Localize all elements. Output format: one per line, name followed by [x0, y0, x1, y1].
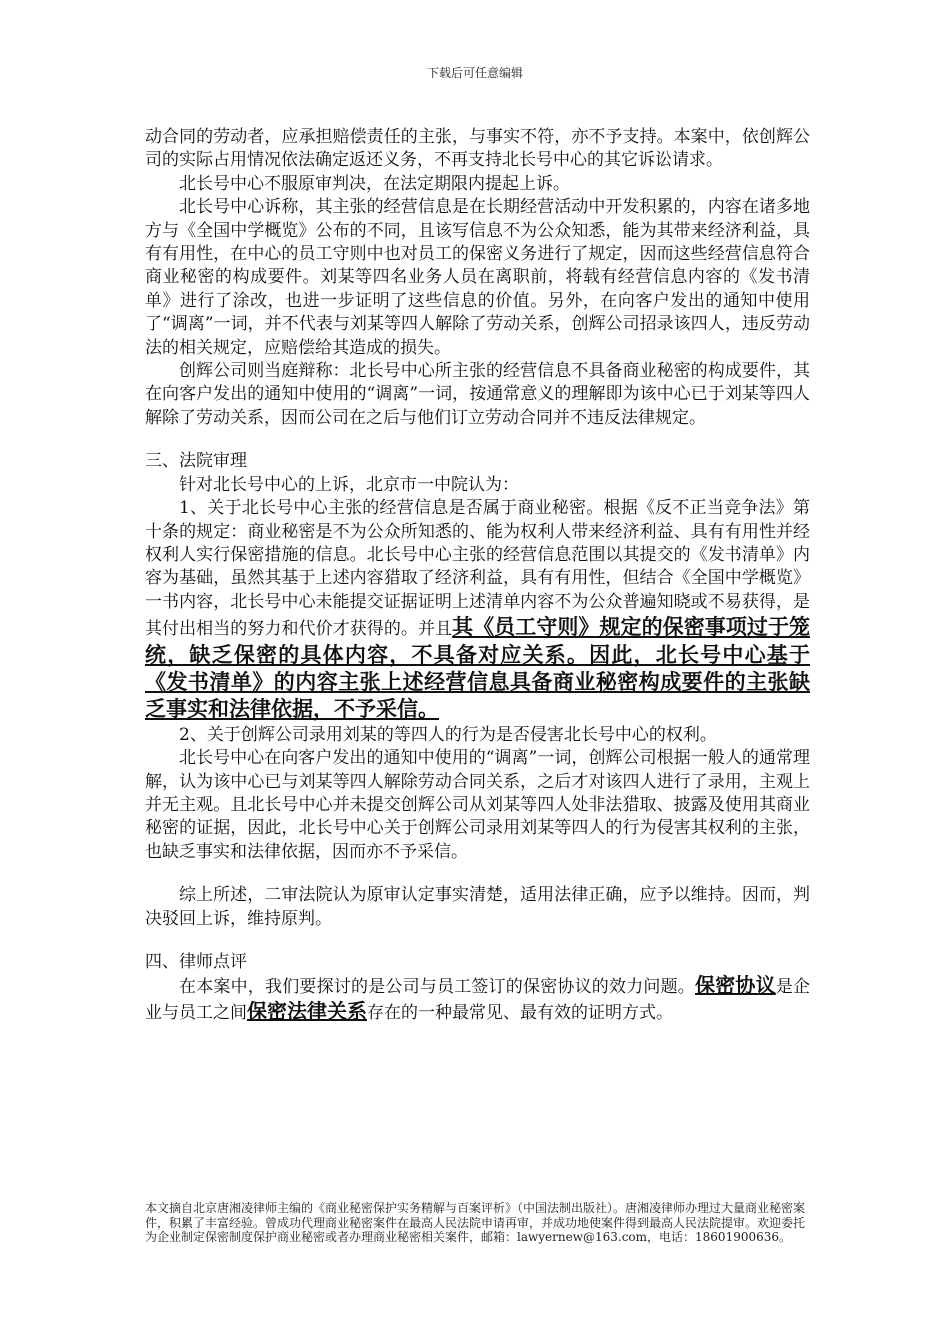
paragraph: 北长号中心在向客户发出的通知中使用的“调离”一词，创辉公司根据一般人的通常理解，认为该中心已与刘某等四人解除劳动合同关系，之后才对该四人进行了录用，主观上并无主观。且北长号中心并未提交创辉公司从刘某等四人处非法猎取、披露及使用其商业秘密的证据，因此，北长号中心关于创辉公司录用刘某等四人的行为侵害其权利的主张，也缺乏事实和法律依据，因而亦不予采信。 — [145, 748, 810, 862]
emphasized-text: 保密法律关系 — [247, 998, 367, 1023]
paragraph: 北长号中心诉称，其主张的经营信息是在长期经营活动中开发积累的，内容在诸多地方与《全国中学概览》公布的不同，且该写信息不为公众知悉，能为其带来经济利益，具有有用性，在中心的员工守则中也对员工的保密义务进行了规定，因而这些经营信息符合商业秘密的构成要件。刘某等四名业务人员在离职前，将载有经营信息内容的《发书清单》进行了涂改，也进一步证明了这些信息的价值。另外，在向客户发出的通知中使用了“调离”一词，并不代表与刘某等四人解除了劳动关系，创辉公司招录该四人，违反劳动法的相关规定，应赔偿给其造成的损失。 — [145, 197, 810, 358]
paragraph: 综上所述，二审法院认为原审认定事实清楚，适用法律正确，应予以维持。因而，判决驳回上诉，维持原判。 — [145, 885, 810, 929]
section-heading: 四、律师点评 — [145, 952, 247, 972]
paragraph: 2、关于创辉公司录用刘某的等四人的行为是否侵害北长号中心的权利。 — [179, 724, 717, 745]
spacer — [145, 864, 810, 884]
paragraph-text: 1、关于北长号中心主张的经营信息是否属于商业秘密。根据《反不正当竞争法》第十条的规定：商业秘密是不为公众所知悉的、能为权利人带来经济利益、具有有用性并经权利人实行保密措施的信息。北长号中心主张的经营信息范围以其提交的《发书清单》内容为基础，虽然其基于上述内容猎取了经济利益，具有有用性，但结合《全国中学概览》一书内容，北长号中心未能提交证据证明上述清单内容不为公众普遍知晓或不易获得，是其付出相当的努力和代价才获得的。并且 — [145, 498, 810, 640]
emphasized-text: 其《员工守则》规定的保密事项过于笼统，缺乏保密的具体内容，不具备对应关系。因此，北长号中心基于《发书清单》的内容主张上述经营信息具备商业秘密构成要件的主张缺乏事实和法律依据，不予采信。 — [145, 614, 811, 722]
spacer — [145, 931, 810, 951]
section-heading: 三、法院审理 — [145, 451, 247, 472]
paragraph-text: 是企业与员工之间 — [145, 977, 811, 1023]
page-footer-note: 本文摘自北京唐湘凌律师主编的《商业秘密保护实务精解与百案评析》（中国法制出版社）。唐湘凌律师办理过大量商业秘密案件，积累了丰富经验。曾成功代理商业秘密案件在最高人民法院申请再审，并成功地使案件得到最高人民法院提审。欢迎委托为企业制定保密制度保护商业秘密或者办理商业秘密相关案件，邮箱：lawyernew@163.com，电话：18601900636。 — [145, 1201, 806, 1244]
paragraph: 动合同的劳动者，应承担赔偿责任的主张，与事实不符，亦不予支持。本案中，依创辉公司的实际占用情况依法确定返还义务，不再支持北长号中心的其它诉讼请求。 — [145, 127, 810, 171]
paragraph: 针对北长号中心的上诉，北京市一中院认为： — [179, 474, 519, 495]
paragraph: 北长号中心不服原审判决，在法定期限内提起上诉。 — [179, 173, 570, 194]
document-body — [145, 126, 810, 1025]
paragraph-text: 存在的一种最常见、最有效的证明方式。 — [367, 1002, 673, 1023]
spacer — [145, 430, 810, 450]
page-header: 下载后可任意编辑 — [426, 66, 523, 80]
emphasized-text: 保密协议 — [695, 973, 776, 998]
paragraph: 创辉公司则当庭辩称：北长号中心所主张的经营信息不具备商业秘密的构成要件，其在向客户发出的通知中使用的“调离”一词，按通常意义的理解即为该中心已于刘某等四人解除了劳动关系，因而公司在之后与他们订立劳动合同并不违反法律规定。 — [145, 361, 810, 428]
paragraph — [145, 974, 810, 1025]
paragraph — [145, 497, 810, 724]
paragraph-text: 在本案中，我们要探讨的是公司与员工签订的保密协议的效力问题。 — [179, 977, 695, 998]
